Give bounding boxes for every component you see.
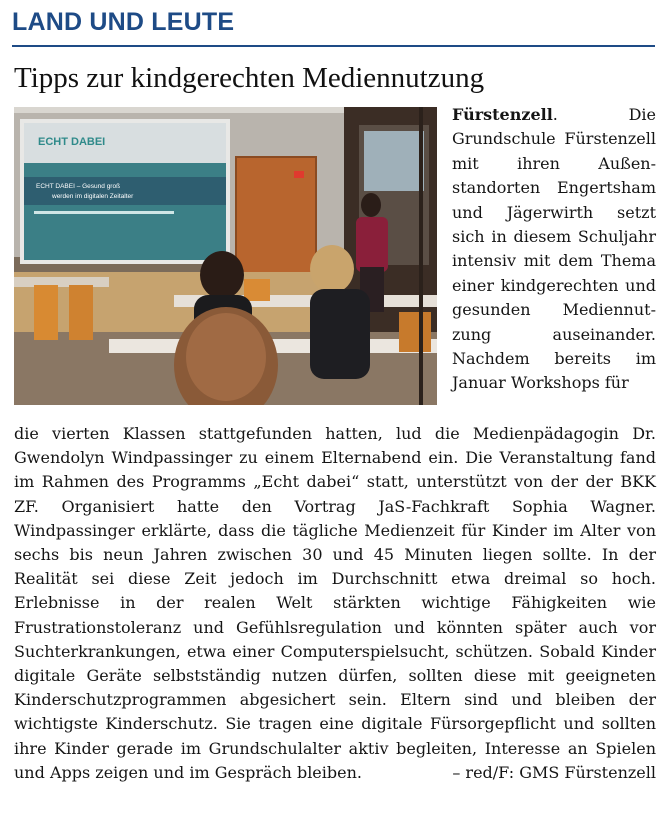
slide-title-1: ECHT DABEI – Gesund groß: [36, 183, 121, 190]
article-headline: Tipps zur kindgerechten Mediennutzung: [14, 62, 485, 94]
article-location: Fürstenzell: [452, 105, 553, 124]
article-intro-text: . Die Grundschule Fürstenzell mit ihren Außenstandorten Engertsham und Jägerwirth setzt sich in diesem Schuljahr intensiv mit dem Thema einer kindgerechten und gesunden Mediennutzung auseinander. Nachdem bereits im Januar Workshops für: [452, 105, 656, 393]
article-intro-column: [452, 103, 656, 396]
article-body: [14, 422, 656, 785]
photo-credit: – red/F: GMS Fürstenzell: [452, 762, 656, 782]
section-header: LAND UND LEUTE: [12, 8, 235, 36]
slide-title-2: werden im digitalen Zeitalter: [52, 193, 134, 200]
header-rule: [12, 45, 655, 47]
slide-logo: ECHT DABEI: [38, 136, 106, 148]
article-body-text: die vierten Klassen stattgefunden hatten, lud die Medienpädagogin Dr. Gwendolyn Windpassinger zu einem Elternabend ein. Die Veranstaltung fand im Rahmen des Programms „Echt dabei“ statt, unterstützt von der der BKK ZF. Organisiert hatte den Vortrag JaS-Fachkraft Sophia Wagner. Windpassinger erklärte, dass die tägliche Medienzeit für Kinder im Alter von sechs bis neun Jahren zwischen 30 und 45 Minuten liegen sollte. In der Realität sei diese Zeit jedoch im Durchschnitt etwa dreimal so hoch. Erlebnisse in der realen Welt stärkten wichtige Fähigkeiten wie Frustrationstoleranz und Gefühlsregulation und könnten später auch vor Suchterkrankungen, etwa einer Computerspielsucht, schützen. Sobald Kinder digitale Geräte selbstständig nutzen dürfen, sollten diese mit geeigneten Kinderschutzprogrammen abgesichert sein. Eltern sind und bleiben der wichtigste Kinderschutz. Sie tragen eine digitale Fürsorgepflicht und sollten ihre Kinder gerade im Grundschulalter aktiv begleiten, Interesse an Spielen und Apps zeigen und im Gespräch bleiben.: [14, 424, 656, 782]
article-photo: [14, 107, 437, 405]
